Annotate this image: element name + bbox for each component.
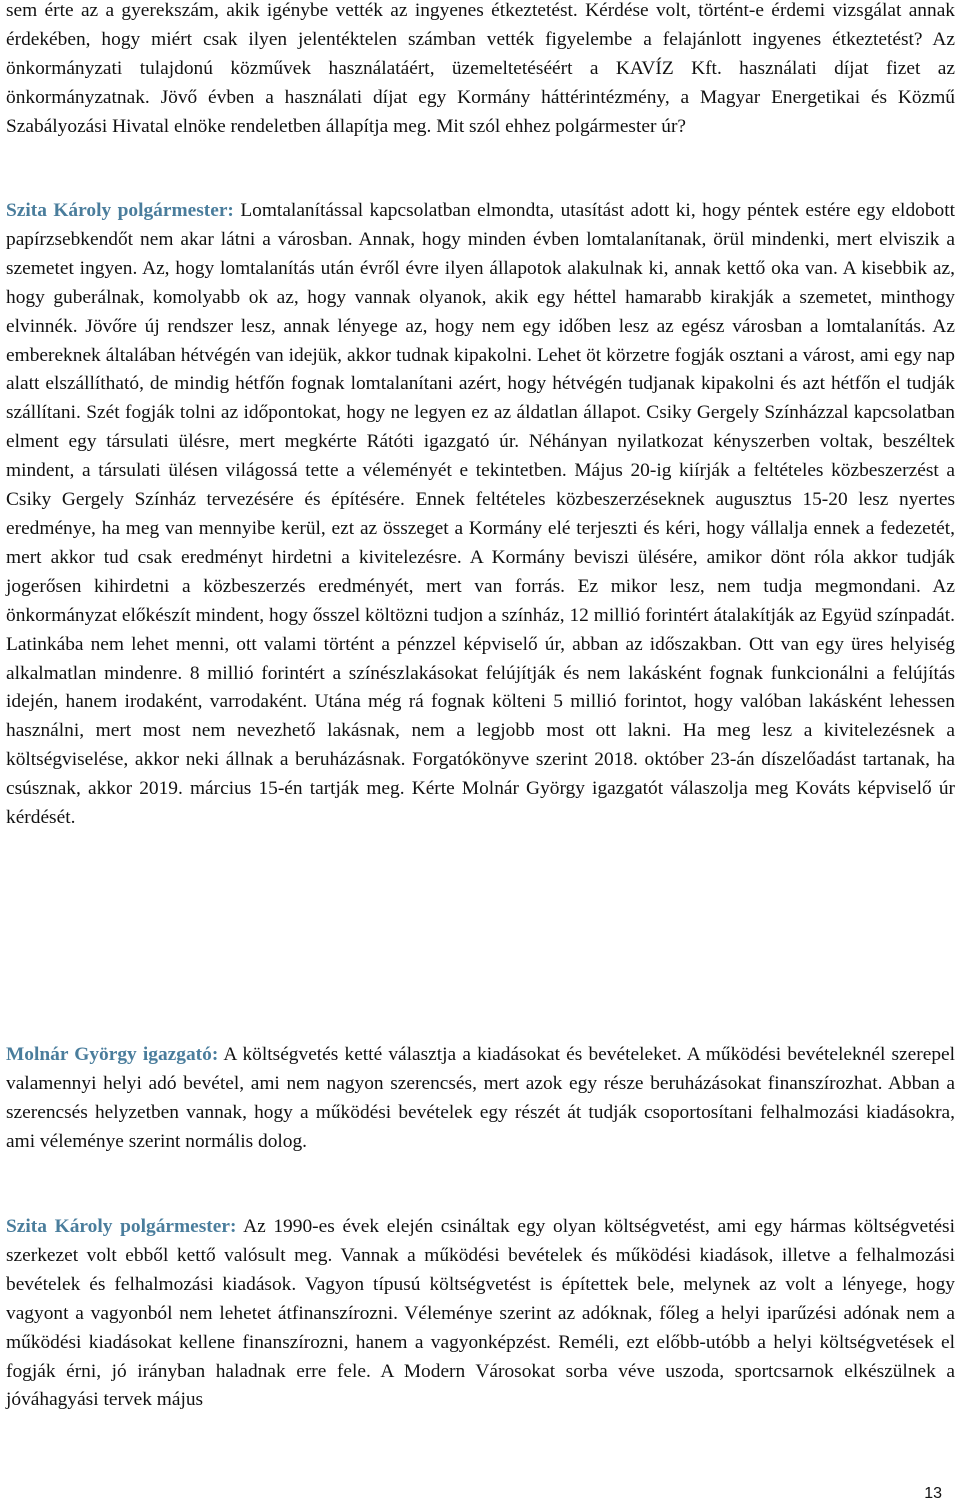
- paragraph-mayor-1: [6, 197, 955, 833]
- paragraph-text: sem érte az a gyerekszám, akik igénybe vették az ingyenes étkeztetést. Kérdése volt, történt-e érdemi vizsgálat annak érdekében, hogy miért csak ilyen jelentéktelen számban vették figyelembe a felajánlott ingyenes étkeztetést? Az önkormányzati tulajdonú közművek használatáért, üzemeltetéséért a KAVÍZ Kft. használati díjat fizet az önkormányzatnak. Jövő évben a használati díjat egy Kormány háttérintézmény, a Magyar Energetikai és Közmű Szabályozási Hivatal elnöke rendeletben állapítja meg. Mit szól ehhez polgármester úr?: [6, 0, 955, 137]
- paragraph-director: [6, 1041, 955, 1157]
- speaker-label: Molnár György igazgató:: [6, 1044, 219, 1065]
- paragraph-mayor-2: [6, 1213, 955, 1415]
- paragraph-text: Az 1990-es évek elején csináltak egy olyan költségvetést, ami egy hármas költségvetési szerkezet volt ebből kettő valósult meg. Vannak a működési bevételek és működési kiadások, illetve a felhalmozási bevételek és felhalmozási kiadások. Vagyon típusú költségvetést is építettek bele, melynek az volt a lényege, hogy vagyont a vagyonból nem lehetet átfinanszírozni. Véleménye szerint az adóknak, főleg a helyi iparűzési adónak nem a működési kiadásokat kellene finanszírozni, hanem a vagyonképzést. Reméli, ezt előbb-utóbb a helyi költségvetések el fogják érni, jó irányban haladnak erre fele. A Modern Városokat sorba véve uszoda, sportcsarnok elkészülnek a jóváhagyási tervek május: [6, 1216, 955, 1411]
- speaker-label: Szita Károly polgármester:: [6, 200, 234, 221]
- speaker-label: Szita Károly polgármester:: [6, 1216, 237, 1237]
- paragraph-text: A költségvetés ketté választja a kiadásokat és bevételeket. A működési bevételeknél szerepel valamennyi helyi adó bevétel, ami nem nagyon szerencsés, mert azok egy része beruházásokat finanszírozhat. Abban a szerencsés helyzetben vannak, hogy a működési bevételek egy részét át tudják csoportosítani felhalmozási kiadásokra, ami véleménye szerint normális dolog.: [6, 1044, 956, 1152]
- page-number: 13: [924, 1485, 942, 1502]
- paragraph-text: Lomtalanítással kapcsolatban elmondta, utasítást adott ki, hogy péntek estére egy eldobott papírzsebkendőt nem akar látni a városban. Annak, hogy minden évben lomtalanítanak, örül mindenki, mert elviszik a szemetet ingyen. Az, hogy lomtalanítás után évről évre ilyen állapotok alakulnak ki, annak kettő oka van. A kisebbik az, hogy guberálnak, komolyabb ok az, hogy vannak olyanok, akik egy héttel hamarabb kirakják a szemetet, minthogy elvinnék. Jövőre új rendszer lesz, annak lényege az, hogy nem egy időben lesz az egész városban a lomtalanítás. Az embereknek általában hétvégén van idejük, akkor tudnak kipakolni. Lehet öt körzetre fogják osztani a várost, ami egy nap alatt elszállítható, de mindig hétfőn fognak lomtalanítani azért, hogy hétvégén tudjanak kipakolni és azt hétfőn el tudják szállítani. Szét fogják tolni az időpontokat, hogy ne legyen ez az áldatlan állapot. Csiky Gergely Színházzal kapcsolatban elment egy társulati ülésre, mert megkérte Rátóti igazgató úr. Néhányan nyilatkozat kényszerben voltak, beszéltek mindent, a társulati ülésen világossá tette a véleményét e tekintetben. Május 20-ig kiírják a feltételes közbeszerzést a Csiky Gergely Színház tervezésére és építésére. Ennek feltételes közbeszerzéseknek augusztus 15-20 lesz nyertes eredménye, ha meg van mennyibe kerül, ezt az összeget a Kormány elé terjeszti és kéri, hogy vállalja ennek a fedezetét, mert akkor tud csak eredményt hirdetni a kivitelezésre. A Kormány beviszi ülésére, amikor dönt róla akkor tudják jogerősen kihirdetni a közbeszerzés eredményét, mert van forrás. Ez mikor lesz, nem tudja megmondani. Az önkormányzat előkészít mindent, hogy ősszel költözni tudjon a színház, 12 millió forintért átalakítják az Együd színpadát. Latinkába nem lehet menni, ott valami történt a pénzzel képviselő úr, abban az időszakban. Ott van egy üres helyiség alkalmatlan mindenre. 8 millió forintért a színészlakásokat felújítják és nem lakásként fognak funkcionálni a felújítás idején, hanem irodaként, varrodaként. Utána még rá fognak költeni 5 millió forintot, hogy valóban lakásként lehessen használni, mert most nem nevezhető lakásnak, nem a legjobb most ott lakni. Ha meg lesz a kivitelezésnek a költségviselése, akkor neki állnak a beruházásnak. Forgatókönyve szerint 2018. október 23-án díszelőadást tartanak, ha csúsznak, akkor 2019. március 15-én tartják meg. Kérte Molnár György igazgatót válaszolja meg Kováts képviselő úr kérdését.: [6, 200, 955, 829]
- paragraph-intro: [6, 0, 955, 142]
